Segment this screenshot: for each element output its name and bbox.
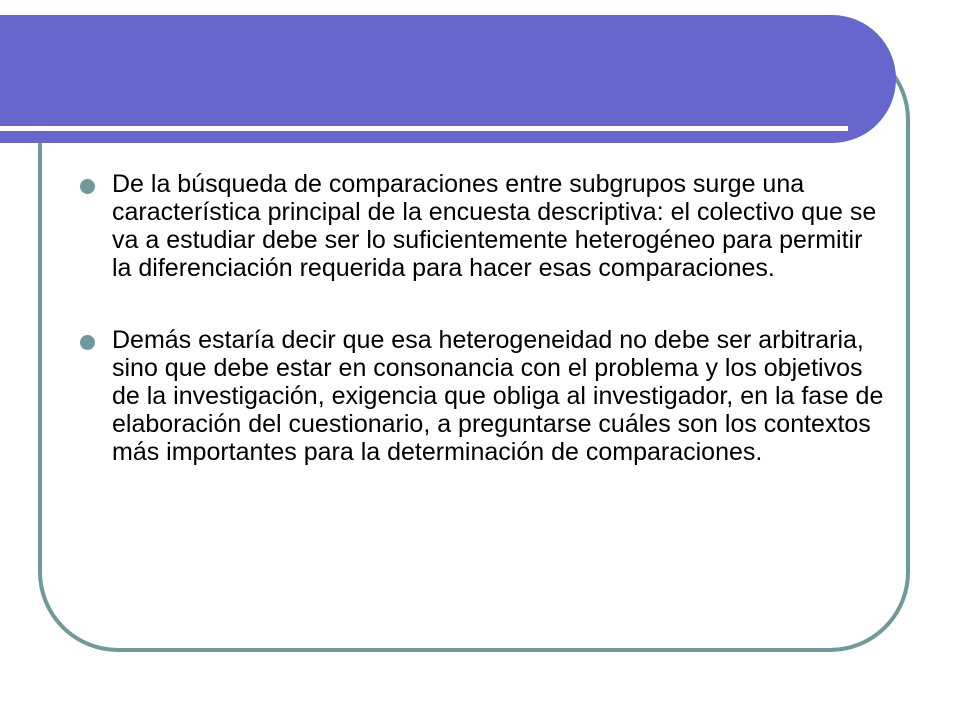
bullet-dot-icon xyxy=(80,179,95,194)
bullet-dot-icon xyxy=(80,335,95,350)
bullet-text: Demás estaría decir que esa heterogeneidad no debe ser arbitraria, sino que debe estar en consonancia con el problema y los objetivos de la investigación, exigencia que obliga al investigador, en la fase de elaboración del cuestionario, a preguntarse cuáles son los contextos más importantes para la determinación de comparaciones. xyxy=(112,326,884,466)
bullet-list xyxy=(68,170,888,466)
header-bar xyxy=(0,15,896,143)
bullet-text: De la búsqueda de comparaciones entre subgrupos surge una característica principal de la encuesta descriptiva: el colectivo que se va a estudiar debe ser lo suficientemente heterogéneo para permitir la diferenciación requerida para hacer esas comparaciones. xyxy=(112,170,877,282)
header-rule xyxy=(0,126,848,131)
slide-content xyxy=(68,170,888,510)
bullet-item xyxy=(68,326,888,466)
bullet-item xyxy=(68,170,888,282)
